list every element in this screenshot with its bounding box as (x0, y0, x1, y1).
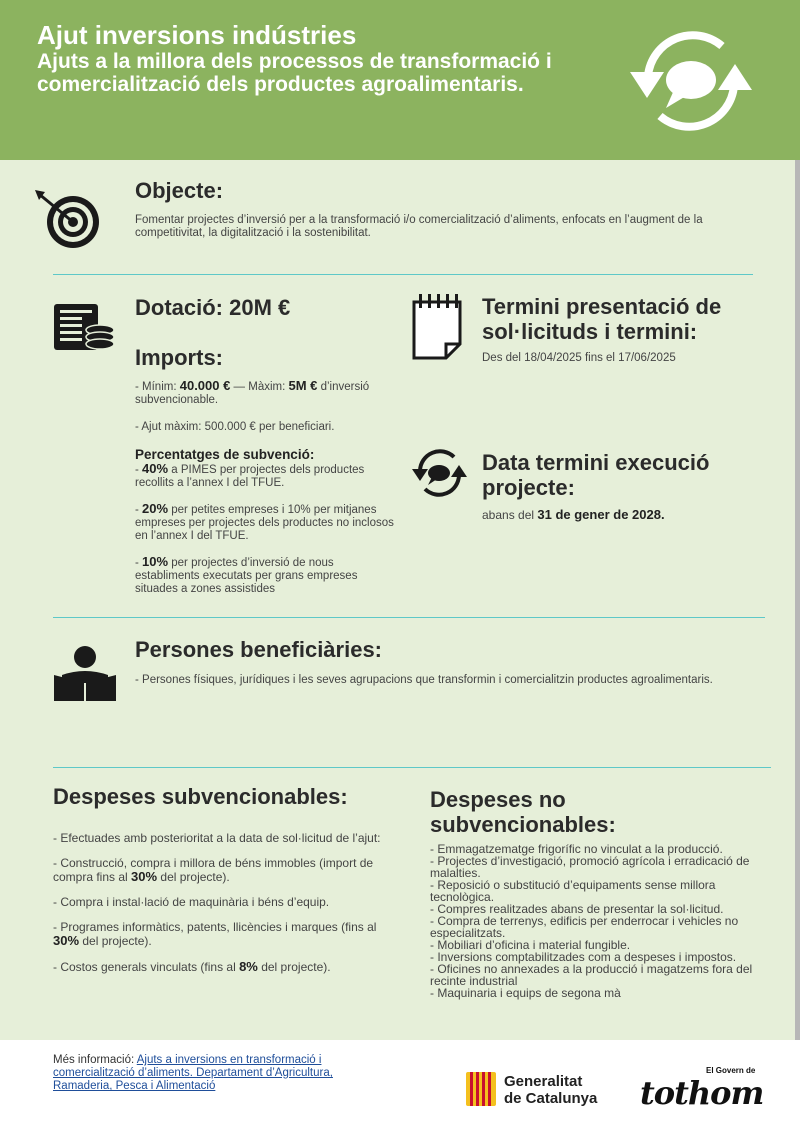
no-subv-item: - Reposició o substitució d’equipaments sense millora tecnològica. (430, 878, 716, 904)
divider-3 (53, 767, 771, 768)
despeses-item-1: - Efectuades amb posterioritat a la data de sol·licitud de l’ajut: (53, 831, 381, 845)
despeses-body (53, 832, 403, 986)
no-subv-list (430, 843, 770, 999)
imports-title: Imports: (135, 345, 223, 370)
notepad-icon (410, 292, 465, 360)
more-info-link[interactable]: Ajuts a inversions en transformació i comercialització d’aliments. Departament d’Agricultura, Ramaderia, Pesca i Alimentació (53, 1054, 333, 1092)
no-subv-item: - Emmagatzematge frigorífic no vinculat a la producció. (430, 842, 723, 856)
money-icon (52, 302, 117, 354)
beneficiaries-text: - Persones físiques, jurídiques i les seves agrupacions que transformin i comercialitzin productes agroalimentaris. (135, 674, 713, 686)
percent-item-2: - 20% per petites empreses i 10% per mitjanes empreses per projectes dels productes no inclosos en l’annex I del TFUE. (135, 501, 394, 542)
imports-min-max: - Mínim: 40.000 € — Màxim: 5M € d’inversió subvencionable. (135, 378, 370, 406)
footer (0, 1040, 800, 1128)
page-subtitle: Ajuts a la millora dels processos de transformació i comercialització dels productes agroalimentaris. (37, 50, 552, 96)
despeses-item-5: - Costos generals vinculats (fins al 8% del projecte). (53, 959, 331, 974)
generalitat-logo (466, 1070, 626, 1110)
imports-ajut-maxim: - Ajut màxim: 500.000 € per beneficiari. (135, 421, 335, 433)
despeses-item-4: - Programes informàtics, patents, llicències i marques (fins al 30% del projecte). (53, 920, 377, 948)
termini-title: Termini presentació de sol·licituds i termini: (482, 294, 722, 344)
no-subv-item: - Maquinaria i equips de segona mà (430, 986, 621, 1000)
divider-1 (53, 274, 753, 275)
footer-prefix: Més informació: (53, 1054, 137, 1066)
termini-text: Des del 18/04/2025 fins el 17/06/2025 (482, 352, 676, 364)
senyera-icon (466, 1072, 496, 1106)
no-subv-item: - Projectes d’investigació, promoció agrícola i erradicació de malalties. (430, 854, 750, 880)
no-subv-item: - Oficines no annexades a la producció i magatzems fora del recinte industrial (430, 962, 753, 988)
no-subv-item: - Inversions comptabilitzades com a despeses i impostos. (430, 950, 737, 964)
imports-body (135, 379, 400, 605)
percent-item-1: - 40% a PIMES per projectes dels productes recollits a l’annex I del TFUE. (135, 461, 365, 489)
dotacio-title: Dotació: 20M € (135, 295, 291, 320)
divider-2 (53, 617, 765, 618)
despeses-title: Despeses subvencionables: (53, 784, 348, 809)
page-title: Ajut inversions indústries (37, 20, 357, 50)
no-subv-item: - Compra de terrenys, edificis per enderrocar i vehicles no especialitzats. (430, 914, 739, 940)
despeses-item-3: - Compra i instal·lació de maquinària i béns d’equip. (53, 895, 330, 909)
generalitat-text: Generalitat de Catalunya (504, 1073, 598, 1107)
reader-icon (52, 645, 118, 703)
no-subv-title: Despeses no subvencionables: (430, 787, 616, 837)
objecte-text: Fomentar projectes d’inversió per a la transformació i/o comercialització d’aliments, enfocats en l’augment de la competitivitat, la digitalització i la sostenibilitat. (135, 214, 703, 239)
despeses-item-2: - Construcció, compra i millora de béns immobles (import de compra fins al 30% del projecte). (53, 856, 374, 884)
no-subv-item: - Compres realitzades abans de presentar la sol·licitud. (430, 902, 724, 916)
header-banner (0, 0, 800, 160)
percentatges-title: Percentatges de subvenció: (135, 447, 315, 462)
target-icon (35, 188, 100, 250)
beneficiaries-title: Persones beneficiàries: (135, 637, 383, 662)
no-subv-item: - Mobiliari d’oficina i material fungible. (430, 938, 631, 952)
cycle-chat-icon (630, 26, 752, 136)
objecte-title: Objecte: (135, 178, 224, 203)
side-strip (795, 160, 800, 1128)
footer-info (53, 1054, 353, 1093)
execucio-text: abans del 31 de gener de 2028. (482, 507, 665, 522)
govern-de-tothom-logo: El Govern de tothom (640, 1066, 764, 1112)
cycle-chat-icon (412, 447, 467, 499)
execucio-title: Data termini execució projecte: (482, 450, 710, 500)
percent-item-3: - 10% per projectes d’inversió de nous establiments executats per grans empreses situades a zones assistides (135, 554, 358, 595)
